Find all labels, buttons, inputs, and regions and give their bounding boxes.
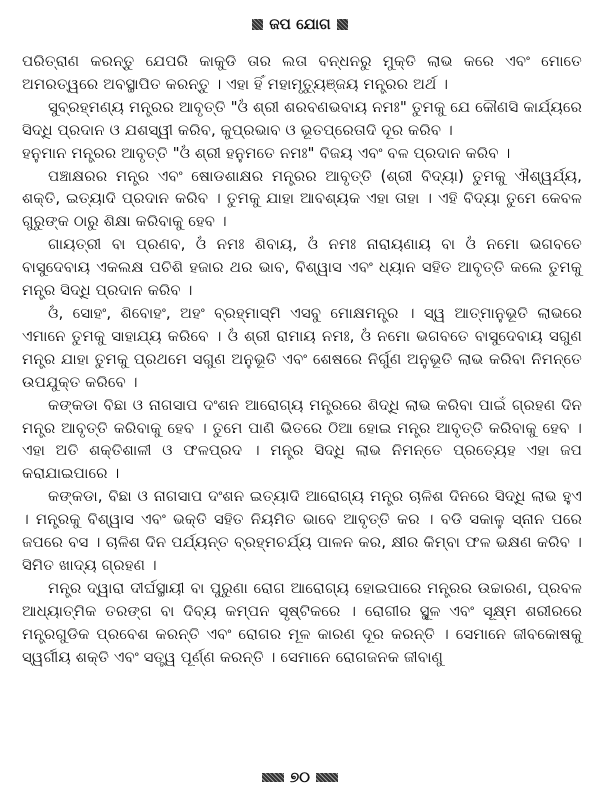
paragraph-7: କଙ୍କଡା ବିଛା ଓ ନାଗସାପ ଦଂଶନ ଆରୋଗ୍ୟ ମନ୍ତ୍ରରେ ଶିଦ୍ଧି ଲାଭ କରିବା ପାଇଁ ଗ୍ରହଣ ଦିନ ମନ୍ତ୍ର ଆବୃତ୍ତି କରିବାକୁ ହେବ । ତୁମେ ପାଣି ଭିତରେ ଠିଆ ହୋଇ ମନ୍ତ୍ର ଆବୃତ୍ତି କରିବାକୁ ହେବ । ଏହା ଅତି ଶକ୍ତିଶାଳୀ ଓ ଫଳପ୍ରଦ । ମନ୍ତ୍ର ସିଦ୍ଧି ଲାଭ ନିମନ୍ତେ ପ୍ରତ୍ୟେହ ଏହା ଜପ କରାଯାଇପାରେ । [22, 395, 582, 483]
paragraph-8: କଙ୍କଡା, ବିଛା ଓ ନାଗସାପ ଦଂଶନ ଇତ୍ୟାଦି ଆରୋଗ୍ୟ ମନ୍ତ୍ର ଚାଳିଶ ଦିନରେ ସିଦ୍ଧି ଲାଭ ହୁଏ । ମନ୍ତ୍ରକୁ ବିଶ୍ୱାସ ଏବଂ ଭକ୍ତି ସହିତ ନିୟମିତ ଭାବେ ଆବୃତ୍ତି କର । ବଡି ସକାଳୁ ସ୍ନାନ ପରେ ଜପରେ ବସ । ଚାଳିଶ ଦିନ ପର୍ଯ୍ୟନ୍ତ ବ୍ରହ୍ମଚର୍ଯ୍ୟ ପାଳନ କର, କ୍ଷୀର କିମ୍ବା ଫଳ ଭକ୍ଷଣ କରିବ । ସିମିତ ଖାଦ୍ୟ ଗ୍ରହଣ । [22, 487, 582, 574]
page-header [0, 14, 600, 34]
footer-left-ornament-icon [262, 773, 284, 782]
page-number: ୭୦ [289, 768, 311, 786]
footer-right-ornament-icon [316, 773, 338, 782]
paragraph-1: ପରିତ୍ରାଣ କରନ୍ତୁ ଯେପରି କାକୁଡି ତାର ଲତା ବନ୍ଧନରୁ ମୁକ୍ତି ଲାଭ କରେ ଏବଂ ମୋତେ ଅମରତ୍ୱରେ ଅବସ୍ଥାପିତ କରନ୍ତୁ । ଏହା ହିଁ ମହାମୃତ୍ୟୁଞ୍ଜୟ ମନ୍ତ୍ରର ଅର୍ଥ । [22, 52, 582, 93]
page-body [22, 50, 582, 668]
paragraph-4: ପଞ୍ଚାକ୍ଷରର ମନ୍ତ୍ର ଏବଂ ଷୋଡଶାକ୍ଷର ମନ୍ତ୍ରର ଆବୃତ୍ତି (ଶ୍ରୀ ବିଦ୍ୟା) ତୁମକୁ ଐଶ୍ୱର୍ଯ୍ୟ, ଶକ୍ତି, ଇତ୍ୟାଦି ପ୍ରଦାନ କରିବ । ତୁମକୁ ଯାହା ଆବଶ୍ୟକ ଏହା ତାହା । ଏହି ବିଦ୍ୟା ତୁମେ କେବଳ ଗୁରୁଙ୍କ ଠାରୁ ଶିକ୍ଷା କରିବାକୁ ହେବ । [22, 166, 582, 231]
chapter-title: ଜପ ଯୋଗ [269, 15, 331, 33]
paragraph-5: ଗାୟତ୍ରୀ ବା ପ୍ରଣବ, ଓଁ ନମଃ ଶିବାୟ, ଓଁ ନମଃ ନାରାୟଣାୟ ବା ଓଁ ନମୋ ଭଗବତେ ବାସୁଦେବାୟ ଏକଲକ୍ଷ ପଚିଶି ହଜାର ଥର ଭାବ, ବିଶ୍ୱାସ ଏବଂ ଧ୍ୟାନ ସହିତ ଆବୃତ୍ତି କଲେ ତୁମକୁ ମନ୍ତ୍ର ସିଦ୍ଧି ପ୍ରଦାନ କରିବ । [22, 235, 582, 300]
page-footer [0, 767, 600, 787]
paragraph-3: ହନୁମାନ ମନ୍ତ୍ରର ଆବୃତ୍ତି "ଓଁ ଶ୍ରୀ ହନୁମତେ ନମଃ" ବିଜୟ ଏବଂ ବଳ ପ୍ରଦାନ କରିବ । [22, 143, 511, 162]
paragraph-2: ସୁବ୍ରହ୍ମଣ୍ୟ ମନ୍ତ୍ରର ଆବୃତ୍ତି "ଓଁ ଶ୍ରୀ ଶରବଣଭବାୟ ନମଃ" ତୁମକୁ ଯେ କୌଣସି କାର୍ଯ୍ୟରେ ସିଦ୍ଧି ପ୍ରଦାନ ଓ ଯଶସ୍ୱୀ କରିବ, କୁପ୍ରଭାବ ଓ ଭୂତପ୍ରେତାଦି ଦୂର କରିବ । [22, 97, 582, 139]
paragraph-6: ଓଁ, ସୋହଂ, ଶିବୋହଂ, ଅହଂ ବ୍ରହ୍ମାସ୍ମି ଏସବୁ ମୋକ୍ଷମନ୍ତ୍ର । ସ୍ୱ ଆତ୍ମାନୁଭୂତି ଲାଭରେ ଏମାନେ ତୁମକୁ ସାହାଯ୍ୟ କରିବେ । ଓଁ ଶ୍ରୀ ରାମାୟ ନମଃ, ଓଁ ନମୋ ଭଗବତେ ବାସୁଦେବାୟ ସଗୁଣ ମନ୍ତ୍ର ଯାହା ତୁମକୁ ପ୍ରଥମେ ସଗୁଣ ଅନୁଭୂତି ଏବଂ ଶେଷରେ ନିର୍ଗୁଣ ଅନୁଭୂତି ଲାଭ କରିବା ନିମନ୍ତେ ଉପଯୁକ୍ତ କରିବେ । [22, 303, 582, 391]
paragraph-9: ମନ୍ତ୍ର ଦ୍ୱାରା ଦୀର୍ଘସ୍ଥାୟୀ ବା ପୁରୁଣା ରୋଗ ଆରୋଗ୍ୟ ହୋଇପାରେ ମନ୍ତ୍ରର ଉଚ୍ଚାରଣ, ପ୍ରବଳ ଆଧ୍ୟାତ୍ମିକ ତରଙ୍ଗ ବା ଦିବ୍ୟ କମ୍ପନ ସୃଷ୍ଟିକରେ । ରୋଗୀର ସ୍ଥୂଳ ଏବଂ ସୂକ୍ଷ୍ମ ଶରୀରରେ ମନ୍ତ୍ରଗୁଡିକ ପ୍ରବେଶ କରନ୍ତି ଏବଂ ରୋଗର ମୂଳ କାରଣ ଦୂର କରନ୍ତି । ସେମାନେ ଜୀବକୋଷକୁ ସ୍ୱର୍ଗୀୟ ଶକ୍ତି ଏବଂ ସତ୍ତ୍ୱ ପୂର୍ଣ୍ଣ କରନ୍ତି । ସେମାନେ ରୋଗଜନକ ଜୀବାଣୁ [22, 578, 582, 666]
left-ornament-icon [252, 19, 263, 30]
right-ornament-icon [337, 19, 348, 30]
